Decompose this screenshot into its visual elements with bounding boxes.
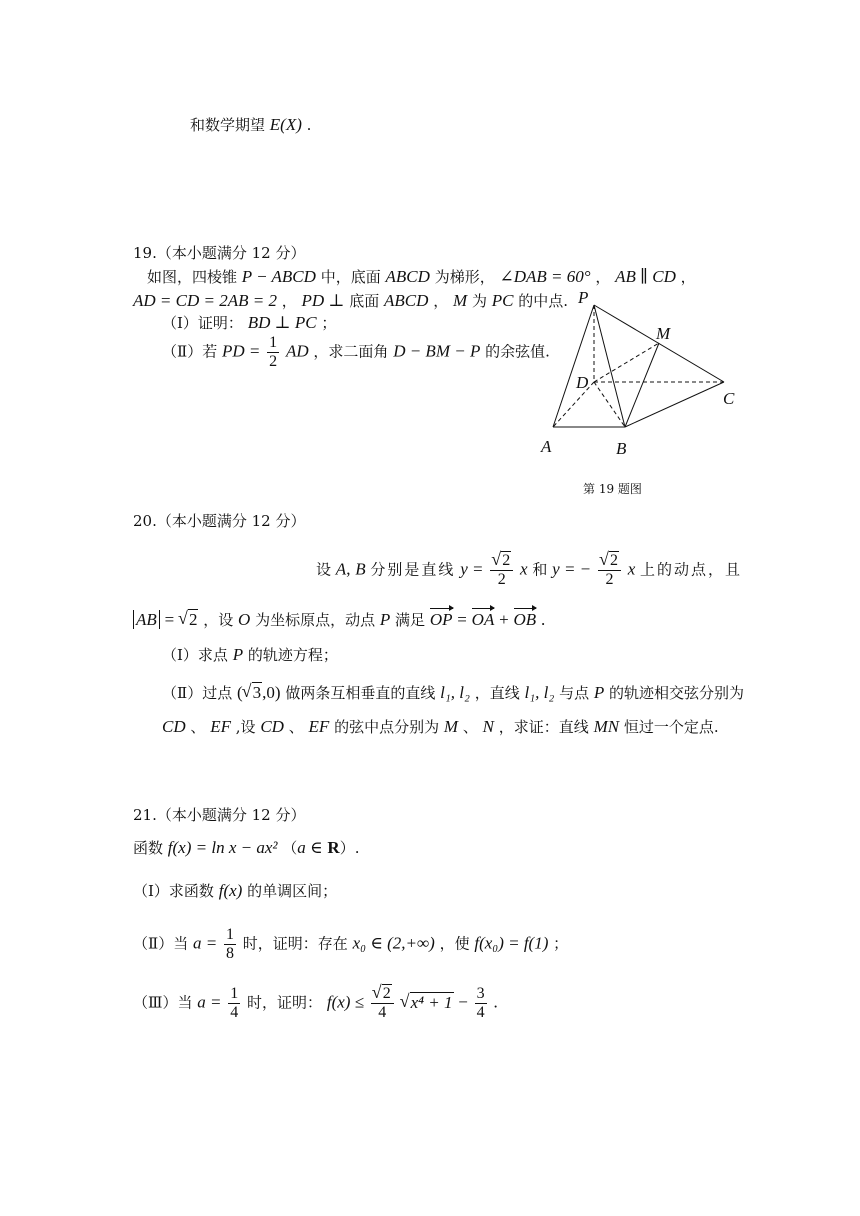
- numerator: 3: [476, 985, 485, 1002]
- text: ，: [433, 292, 449, 310]
- vector: OP: [429, 610, 453, 629]
- math: =: [457, 610, 467, 629]
- text: 恒过一个定点.: [623, 718, 719, 736]
- math-abs: AB: [133, 610, 160, 629]
- fraction: [475, 985, 487, 1022]
- text: 的轨迹相交弦分别为: [609, 684, 745, 702]
- text: 的单调区间；: [247, 882, 338, 900]
- math: P − ABCD: [241, 267, 316, 286]
- math: y = −: [552, 559, 592, 579]
- math: P: [593, 683, 605, 702]
- q21-part3: [133, 985, 498, 1022]
- q19-header: 19.（本小题满分 12 分）: [133, 244, 306, 262]
- math: D − BM − P: [393, 341, 481, 361]
- text: 为坐标原点，动点: [255, 611, 376, 629]
- numerator: [490, 552, 513, 571]
- text: 与点: [559, 684, 590, 702]
- q20-part2: [162, 682, 744, 705]
- text: 设: [316, 560, 332, 579]
- text: 为梯形，: [434, 268, 495, 286]
- radicand: 2: [188, 610, 198, 629]
- text: 、: [190, 718, 206, 736]
- fraction: [371, 985, 394, 1022]
- q21-part1: [133, 880, 337, 902]
- edge-DB: [594, 382, 625, 427]
- math: M: [443, 717, 459, 736]
- math: O: [238, 610, 251, 629]
- math: =: [164, 610, 175, 629]
- text: 做两条互相垂直的直线: [285, 684, 436, 702]
- text: ,: [346, 559, 351, 579]
- math: y =: [460, 559, 484, 579]
- sqrt: [401, 992, 454, 1015]
- radicand: x⁴ + 1: [410, 992, 453, 1012]
- part-label: （Ⅲ）当: [133, 993, 193, 1012]
- q20-header: 20.（本小题满分 12 分）: [133, 512, 306, 530]
- text: 时，证明：: [247, 993, 323, 1012]
- math: A: [335, 559, 347, 579]
- label-C: C: [723, 389, 735, 408]
- math: PC: [491, 291, 514, 310]
- text: 满足: [395, 611, 426, 629]
- vector: OA: [471, 610, 495, 629]
- math: R: [327, 838, 340, 857]
- math: EF: [210, 717, 231, 736]
- radicand: 3: [252, 683, 262, 702]
- math: l₁, l₂: [440, 683, 470, 702]
- math: x: [520, 559, 528, 579]
- text: ，求二面角: [313, 342, 389, 361]
- text: 的中点.: [518, 292, 569, 310]
- math: CD: [260, 717, 284, 736]
- text: ，: [595, 268, 611, 286]
- math: x: [627, 559, 636, 579]
- fraction: [228, 985, 240, 1022]
- text: 的弦中点分别为: [334, 718, 440, 736]
- math: f(x): [218, 881, 243, 900]
- text: ，: [680, 268, 696, 286]
- q19-part2: [162, 334, 550, 371]
- math: P: [232, 645, 244, 664]
- math: a =: [192, 933, 218, 953]
- sqrt: [243, 682, 263, 705]
- numerator: [371, 985, 394, 1004]
- denominator: 4: [476, 1004, 485, 1021]
- text: 的余弦值.: [485, 342, 550, 361]
- denominator: 2: [497, 571, 506, 588]
- edge-DM: [594, 343, 659, 382]
- text: 的轨迹方程；: [247, 646, 338, 664]
- text: ；: [553, 934, 569, 953]
- math: AB ∥ CD: [615, 267, 676, 286]
- sqrt: [373, 985, 392, 1003]
- text: ，直线: [474, 684, 520, 702]
- label-M: M: [656, 324, 671, 343]
- q20-part1: [162, 644, 338, 666]
- math: EF: [308, 717, 330, 736]
- vector: OB: [513, 610, 537, 629]
- denominator: 2: [605, 571, 614, 588]
- math: ∠DAB = 60°: [499, 267, 591, 286]
- math: M: [453, 291, 468, 310]
- math: f(x₀) = f(1): [474, 933, 549, 953]
- part-label: （Ⅰ）求函数: [133, 882, 214, 900]
- text: 为: [471, 292, 487, 310]
- text: ，: [281, 292, 297, 310]
- edge-PA: [553, 305, 594, 427]
- math: ABCD: [385, 267, 430, 286]
- math: a ∈: [297, 838, 323, 857]
- text: （: [282, 839, 298, 857]
- text: ，求证：直线: [498, 718, 589, 736]
- math: a =: [197, 992, 222, 1012]
- part-label: （Ⅱ）过点: [162, 684, 233, 702]
- text: ,设: [235, 718, 256, 736]
- fraction: [224, 926, 236, 963]
- math: x₀ ∈ (2,+∞): [352, 933, 435, 953]
- math: ABCD: [384, 291, 429, 310]
- text: 函数: [133, 839, 164, 857]
- math: CD: [162, 717, 186, 736]
- text: 上的动点，且: [640, 560, 743, 579]
- label-D: D: [576, 373, 589, 392]
- math: P: [379, 610, 391, 629]
- math: BD ⊥ PC: [247, 313, 317, 332]
- radicand: 2: [609, 552, 618, 569]
- text: 中，底面: [320, 268, 381, 286]
- text: 、: [462, 718, 478, 736]
- math: AD: [285, 341, 309, 361]
- math: f(x) ≤: [326, 992, 365, 1012]
- text: 分别是直线: [370, 560, 456, 579]
- sqrt: [600, 552, 619, 570]
- label-B: B: [616, 439, 627, 458]
- math: ,0): [262, 683, 281, 702]
- math: PD ⊥: [301, 291, 345, 310]
- q20-part2-cont: [162, 716, 719, 738]
- text: 如图，四棱锥: [147, 268, 238, 286]
- text: 、: [288, 718, 304, 736]
- radicand: 2: [502, 552, 511, 569]
- figure-caption: 第 19 题图: [583, 482, 642, 496]
- denominator: 8: [226, 945, 234, 962]
- part-label: （Ⅱ）若: [162, 342, 218, 361]
- math: +: [499, 610, 509, 629]
- text: .: [306, 116, 312, 134]
- numerator: [598, 552, 621, 571]
- sqrt: [179, 609, 199, 632]
- fraction: [490, 552, 513, 589]
- label-A: A: [541, 437, 552, 456]
- text: 和数学期望: [190, 116, 266, 134]
- part-label: （Ⅰ）求点: [162, 646, 228, 664]
- text: ）.: [339, 839, 360, 857]
- text: ，使: [439, 934, 470, 953]
- expectation-line: [190, 114, 311, 136]
- sqrt: [492, 552, 511, 570]
- math: N: [482, 717, 494, 736]
- math: (: [236, 683, 243, 702]
- math: −: [458, 992, 468, 1012]
- radicand: 2: [382, 985, 391, 1002]
- text: ；: [321, 314, 337, 332]
- part-label: （Ⅱ）当: [133, 934, 189, 953]
- math: l₁, l₂: [524, 683, 555, 702]
- q20-line2: [133, 609, 545, 632]
- q20-line1: [316, 552, 742, 589]
- denominator: 4: [230, 1004, 239, 1021]
- text: 底面: [349, 292, 380, 310]
- label-P: P: [578, 288, 589, 307]
- numerator: 1: [230, 985, 239, 1002]
- fraction: [598, 552, 621, 589]
- math: AD = CD = 2AB = 2: [133, 291, 277, 310]
- numerator: 1: [269, 334, 278, 351]
- q19-part1: [162, 312, 336, 334]
- math: E(X): [269, 115, 302, 134]
- math: PD =: [221, 341, 261, 361]
- q21-definition: [133, 837, 359, 859]
- math: B: [355, 559, 366, 579]
- denominator: 4: [378, 1004, 387, 1021]
- numerator: 1: [226, 926, 234, 943]
- text: .: [493, 992, 498, 1012]
- edge-BC: [625, 382, 724, 427]
- math: f(x) = ln x − ax²: [167, 838, 278, 857]
- q21-part2: [133, 926, 568, 963]
- text: 时，证明：存在: [242, 934, 348, 953]
- fraction: [267, 334, 279, 371]
- q19-line2: [133, 290, 568, 312]
- part-label: （Ⅰ）证明：: [162, 314, 243, 332]
- q21-header: 21.（本小题满分 12 分）: [133, 806, 306, 824]
- math: MN: [593, 717, 620, 736]
- text: 和: [532, 560, 548, 579]
- denominator: 2: [269, 353, 278, 370]
- text: ，设: [203, 611, 234, 629]
- pyramid-figure: [530, 285, 750, 470]
- text: .: [540, 610, 546, 629]
